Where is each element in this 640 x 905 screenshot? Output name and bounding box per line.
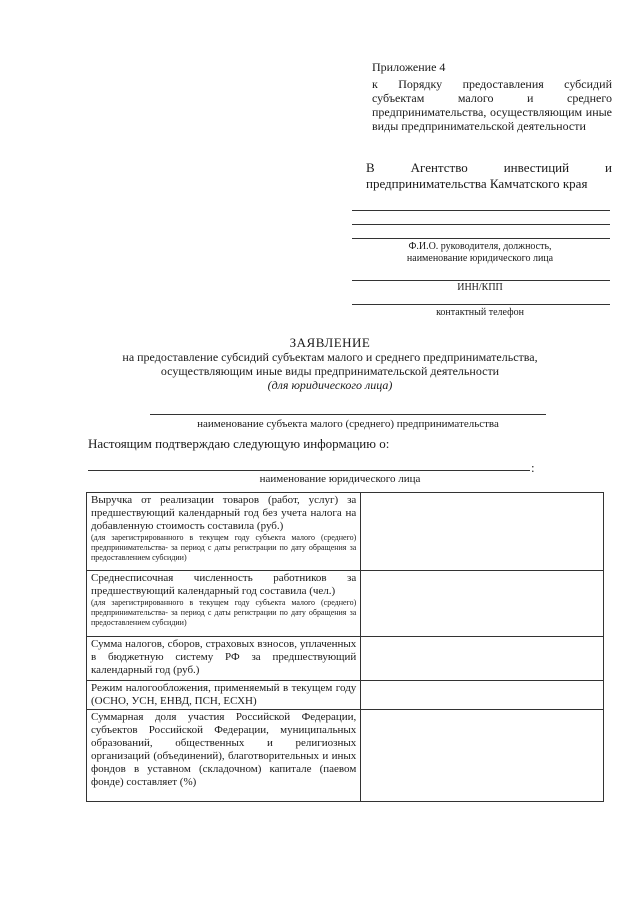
table-row xyxy=(87,493,604,571)
row-label: Суммарная доля участия Российской Федерации, субъектов Российской Федерации, муниципальных образований, общественных и религиозных организаций (объединений), благотворительных и иных фондов в уставном (складочном) капитале (паевом фонде) составляет (%) xyxy=(91,711,357,788)
confirm-text: Настоящим подтверждаю следующую информацию о: xyxy=(88,436,390,451)
row-question xyxy=(87,493,361,571)
page-title: ЗАЯВЛЕНИЕ xyxy=(289,335,371,350)
subject-caption: наименование субъекта малого (среднего) предпринимательства xyxy=(197,418,499,430)
inn-line xyxy=(352,280,610,281)
row-question xyxy=(87,681,361,710)
row-answer-cell[interactable] xyxy=(361,493,604,571)
phone-caption: контактный телефон xyxy=(436,307,524,318)
row-answer-cell[interactable] xyxy=(361,710,604,802)
head-caption xyxy=(360,241,600,265)
row-question xyxy=(87,637,361,681)
subject-line xyxy=(150,414,546,415)
legal-entity-caption: наименование юридического лица xyxy=(259,473,421,485)
head-caption-line1: Ф.И.О. руководителя, должность, xyxy=(408,241,552,252)
appendix-title: Приложение 4 xyxy=(372,60,446,74)
recipient-agency: В Агентство инвестиций и предпринимательства Камчатского края xyxy=(366,160,612,191)
row-question xyxy=(87,571,361,637)
table-row xyxy=(87,710,604,802)
legal-entity-line xyxy=(88,470,530,471)
row-note: (для зарегистрированного в текущем году субъекта малого (среднего) предпринимательства- за период с даты регистрации по дату обращения за предоставлением субсидии) xyxy=(91,598,357,627)
head-line-3 xyxy=(352,238,610,239)
table-row xyxy=(87,571,604,637)
head-line-2 xyxy=(352,224,610,225)
page-subtitle: на предоставление субсидий субъектам малого и среднего предпринимательства, осуществляющим иные виды предпринимательской деятельности xyxy=(122,350,538,378)
row-note: (для зарегистрированного в текущем году субъекта малого (среднего) предпринимательства- за период с даты регистрации по дату обращения за предоставлением субсидии) xyxy=(91,533,357,562)
row-label: Режим налогообложения, применяемый в текущем году (ОСНО, УСН, ЕНВД, ПСН, ЕСХН) xyxy=(91,682,357,707)
row-label: Сумма налогов, сборов, страховых взносов, уплаченных в бюджетную систему РФ за предшествующий календарный год (руб.) xyxy=(91,638,357,676)
row-answer-cell[interactable] xyxy=(361,571,604,637)
appendix-text: к Порядку предоставления субсидий субъектам малого и среднего предпринимательства, осуществляющим иные виды предпринимательской деятельности xyxy=(372,77,612,133)
row-answer-cell[interactable] xyxy=(361,637,604,681)
inn-caption: ИНН/КПП xyxy=(457,282,503,293)
row-label: Выручка от реализации товаров (работ, услуг) за предшествующий календарный год без учета налога на добавленную стоимость составила (руб.) xyxy=(91,494,357,532)
heading-note: (для юридического лица) xyxy=(267,378,393,392)
colon-mark: : xyxy=(531,460,535,475)
info-table xyxy=(86,492,604,802)
appendix-block xyxy=(372,60,612,133)
row-label: Среднесписочная численность работников за предшествующий календарный год составила (чел.) xyxy=(91,572,357,597)
phone-line xyxy=(352,304,610,305)
row-answer-cell[interactable] xyxy=(361,681,604,710)
row-question xyxy=(87,710,361,802)
table-row xyxy=(87,681,604,710)
head-line-1 xyxy=(352,210,610,211)
head-caption-line2: наименование юридического лица xyxy=(406,253,554,264)
table-row xyxy=(87,637,604,681)
document-heading xyxy=(80,336,580,392)
